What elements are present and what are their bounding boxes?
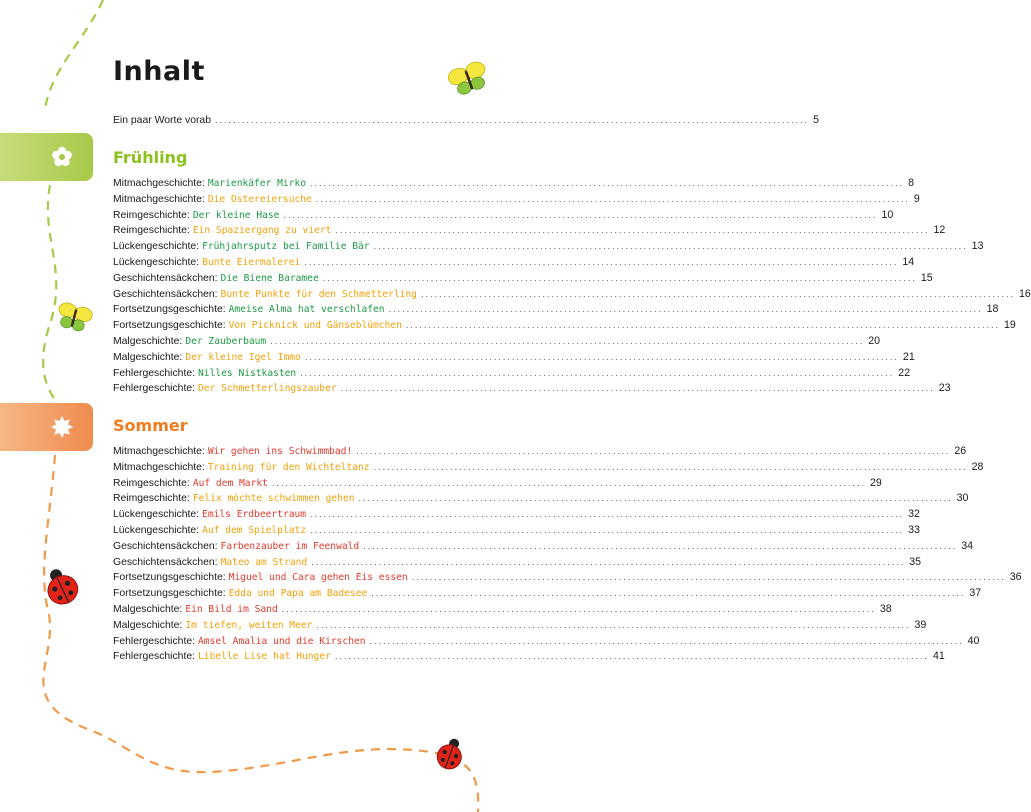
page-number: 26 xyxy=(954,445,967,457)
toc-entry[interactable] xyxy=(113,602,892,617)
page-number: 14 xyxy=(902,256,915,268)
toc-category: Malgeschichte: xyxy=(113,351,183,363)
page-number: 20 xyxy=(868,335,881,347)
toc-category: Reimgeschichte: xyxy=(113,209,190,221)
toc-entry[interactable] xyxy=(113,586,982,601)
toc-category: Lückengeschichte: xyxy=(113,525,200,536)
toc-intro[interactable] xyxy=(113,113,819,128)
toc-category: Malgeschichte: xyxy=(113,619,183,631)
toc-category: Fortsetzungsgeschichte: xyxy=(113,320,226,332)
leader-dots: .................................................................................................................................... xyxy=(363,540,958,551)
toc-entry[interactable] xyxy=(113,649,945,664)
leader-dots: .................................................................................................................................... xyxy=(371,588,966,599)
toc-story-title: Im tiefen, weiten Meer xyxy=(185,619,313,631)
summer-tab xyxy=(0,403,93,451)
toc-category: Geschichtensäckchen: xyxy=(113,272,218,284)
toc-story-title: Edda und Papa am Badesee xyxy=(228,588,368,600)
dashed-path-top xyxy=(45,0,103,110)
toc-entry[interactable] xyxy=(113,618,927,633)
page-number: 38 xyxy=(879,603,892,615)
toc-category: Mitmachgeschichte: xyxy=(113,178,205,189)
toc-entry[interactable] xyxy=(113,444,967,459)
leader-dots: .................................................................................................................................... xyxy=(310,525,905,535)
leader-dots: .................................................................................................................................... xyxy=(322,272,917,283)
toc-category: Geschichtensäckchen: xyxy=(113,288,218,300)
leader-dots: .................................................................................................................................... xyxy=(310,509,905,520)
toc-entry[interactable] xyxy=(113,176,915,191)
toc-story-title: Bunte Punkte für den Schmetterling xyxy=(220,288,417,300)
page-number: 37 xyxy=(969,587,982,600)
page-number: 39 xyxy=(914,618,927,631)
toc-story-title: Training für den Wichteltanz xyxy=(207,461,370,473)
leader-dots: .................................................................................................................................... xyxy=(335,225,930,236)
leader-dots: .................................................................................................................................... xyxy=(304,257,899,267)
toc-category: Geschichtensäckchen: xyxy=(113,540,218,552)
toc-entry[interactable] xyxy=(113,287,1031,302)
toc-category: Malgeschichte: xyxy=(113,336,183,347)
toc-entry[interactable] xyxy=(113,491,969,506)
page-number: 13 xyxy=(971,240,984,253)
sun-icon xyxy=(50,415,74,439)
toc-entry[interactable] xyxy=(113,523,920,538)
leader-dots: .................................................................................................................................... xyxy=(311,556,906,567)
toc-entry[interactable] xyxy=(113,570,1022,585)
toc-story-title: Auf dem Spielplatz xyxy=(202,525,307,536)
leader-dots: .................................................................................................................................... xyxy=(215,115,810,125)
toc-category: Fehlergeschichte: xyxy=(113,383,196,395)
leader-dots: .................................................................................................................................... xyxy=(271,477,866,488)
toc-story-title: Libelle Lise hat Hunger xyxy=(198,651,331,663)
toc-story-title: Die Biene Baramee xyxy=(220,272,319,284)
toc-entry[interactable] xyxy=(113,255,915,270)
page-number: 33 xyxy=(908,524,920,536)
leader-dots: .................................................................................................................................... xyxy=(283,209,878,220)
toc-story-title: Marienkäfer Mirko xyxy=(207,178,307,189)
butterfly-icon xyxy=(55,301,94,333)
leader-dots: .................................................................................................................................... xyxy=(270,336,865,346)
toc-entry[interactable] xyxy=(113,460,984,475)
ladybug-icon xyxy=(434,735,467,772)
toc-category: Reimgeschichte: xyxy=(113,493,190,505)
toc-category: Reimgeschichte: xyxy=(113,477,190,489)
toc-story-title: Frühjahrsputz bei Familie Bär xyxy=(202,241,370,253)
toc-category: Lückengeschichte: xyxy=(113,241,200,253)
leader-dots: .................................................................................................................................... xyxy=(373,241,968,252)
flower-icon xyxy=(50,145,74,169)
toc-category: Fortsetzungsgeschichte: xyxy=(113,572,226,584)
leader-dots: .................................................................................................................................... xyxy=(373,461,968,472)
toc-story-title: Emils Erdbeertraum xyxy=(202,509,307,521)
page-number: 19 xyxy=(1003,319,1016,332)
toc-story-title: Von Picknick und Gänseblümchen xyxy=(228,320,402,332)
leader-dots: .................................................................................................................................... xyxy=(316,619,911,630)
toc-story-title: Der Zauberbaum xyxy=(185,336,267,347)
leader-dots: .................................................................................................................................... xyxy=(310,178,905,188)
page-number: 9 xyxy=(913,192,920,205)
leader-dots: .................................................................................................................................... xyxy=(315,193,910,204)
spring-tab xyxy=(0,133,93,181)
page-number: 12 xyxy=(933,224,946,237)
page-number: 35 xyxy=(909,555,922,568)
toc-story-title: Ein Bild im Sand xyxy=(185,604,278,615)
page-title: Inhalt xyxy=(113,56,205,87)
toc-entry[interactable] xyxy=(113,318,1016,333)
leader-dots: .................................................................................................................................... xyxy=(300,367,895,378)
toc-category: Geschichtensäckchen: xyxy=(113,556,218,568)
page-number: 22 xyxy=(898,366,911,379)
toc-entry[interactable] xyxy=(113,634,980,649)
toc-category: Fortsetzungsgeschichte: xyxy=(113,304,226,316)
toc-story-title: Ameise Alma hat verschlafen xyxy=(228,304,385,316)
dashed-path-middle xyxy=(43,185,56,400)
page-number: 30 xyxy=(956,492,969,505)
toc-story-title: Felix möchte schwimmen gehen xyxy=(192,493,355,505)
toc-entry[interactable] xyxy=(113,350,915,365)
page-number: 41 xyxy=(932,650,945,663)
toc-entry[interactable] xyxy=(113,507,920,522)
page-number: 18 xyxy=(986,303,999,316)
toc-entry[interactable] xyxy=(113,208,894,223)
toc-story-title: Auf dem Markt xyxy=(192,477,268,489)
page-number: 32 xyxy=(908,508,920,521)
toc-category: Lückengeschichte: xyxy=(113,509,200,521)
leader-dots: .................................................................................................................................... xyxy=(304,351,899,362)
toc-entry[interactable] xyxy=(113,366,911,381)
toc-category: Mitmachgeschichte: xyxy=(113,446,205,457)
page-number: 21 xyxy=(902,350,915,363)
page-number: 16 xyxy=(1019,287,1031,300)
toc-entry[interactable] xyxy=(113,476,882,491)
page-number: 29 xyxy=(869,476,882,489)
toc-category: Fortsetzungsgeschichte: xyxy=(113,588,226,600)
toc-story-title: Der Schmetterlingszauber xyxy=(198,383,337,395)
leader-dots: .................................................................................................................................... xyxy=(340,383,935,394)
toc-category: Lückengeschichte: xyxy=(113,257,200,268)
toc-entry[interactable] xyxy=(113,223,946,238)
page-number: 36 xyxy=(1009,571,1022,584)
leader-dots: .................................................................................................................................... xyxy=(420,288,1016,299)
toc-intro-label: Ein paar Worte vorab xyxy=(113,115,211,126)
page-number: 8 xyxy=(908,177,915,189)
toc-category: Malgeschichte: xyxy=(113,604,183,615)
toc-entry[interactable] xyxy=(113,271,933,286)
toc-story-title: Farbenzauber im Feenwald xyxy=(220,540,360,552)
leader-dots: .................................................................................................................................... xyxy=(356,446,951,456)
toc-story-title: Bunte Eiermalerei xyxy=(202,257,301,268)
page-number: 10 xyxy=(881,208,894,221)
toc-category: Reimgeschichte: xyxy=(113,225,190,237)
leader-dots: .................................................................................................................................... xyxy=(369,635,964,646)
toc-story-title: Nilles Nistkasten xyxy=(198,367,297,379)
leader-dots: .................................................................................................................................... xyxy=(281,604,876,614)
toc-entry[interactable] xyxy=(113,555,922,570)
page-number: 5 xyxy=(813,114,819,126)
toc-story-title: Amsel Amalia und die Kirschen xyxy=(198,635,366,647)
page-number: 23 xyxy=(938,382,951,395)
butterfly-icon xyxy=(446,59,491,97)
toc-story-title: Wir gehen ins Schwimmbad! xyxy=(207,446,353,457)
leader-dots: .................................................................................................................................... xyxy=(411,572,1006,583)
page-number: 28 xyxy=(971,460,984,473)
section-heading-summer: Sommer xyxy=(113,416,188,435)
toc-story-title: Der kleine Igel Immo xyxy=(185,351,301,363)
toc-story-title: Die Ostereiersuche xyxy=(207,193,312,205)
toc-entry[interactable] xyxy=(113,381,951,396)
toc-category: Mitmachgeschichte: xyxy=(113,461,205,473)
leader-dots: .................................................................................................................................... xyxy=(358,493,953,504)
page-number: 15 xyxy=(920,271,933,284)
toc-entry[interactable] xyxy=(113,239,984,254)
toc-category: Fehlergeschichte: xyxy=(113,367,196,379)
leader-dots: .................................................................................................................................... xyxy=(388,304,983,315)
toc-category: Fehlergeschichte: xyxy=(113,651,196,663)
toc-story-title: Der kleine Hase xyxy=(192,209,280,221)
toc-story-title: Ein Spaziergang zu viert xyxy=(192,225,332,237)
toc-category: Fehlergeschichte: xyxy=(113,635,196,647)
page-number: 34 xyxy=(961,539,974,552)
leader-dots: .................................................................................................................................... xyxy=(334,651,929,662)
toc-category: Mitmachgeschichte: xyxy=(113,193,205,205)
toc-entry[interactable] xyxy=(113,192,920,207)
leader-dots: .................................................................................................................................... xyxy=(405,320,1000,331)
toc-story-title: Miguel und Cara gehen Eis essen xyxy=(228,572,408,584)
toc-story-title: Mateo am Strand xyxy=(220,556,308,568)
section-heading-spring: Frühling xyxy=(113,148,188,167)
toc-entry[interactable] xyxy=(113,539,974,554)
page-number: 40 xyxy=(967,634,980,647)
toc-entry[interactable] xyxy=(113,302,999,317)
toc-entry[interactable] xyxy=(113,334,881,349)
